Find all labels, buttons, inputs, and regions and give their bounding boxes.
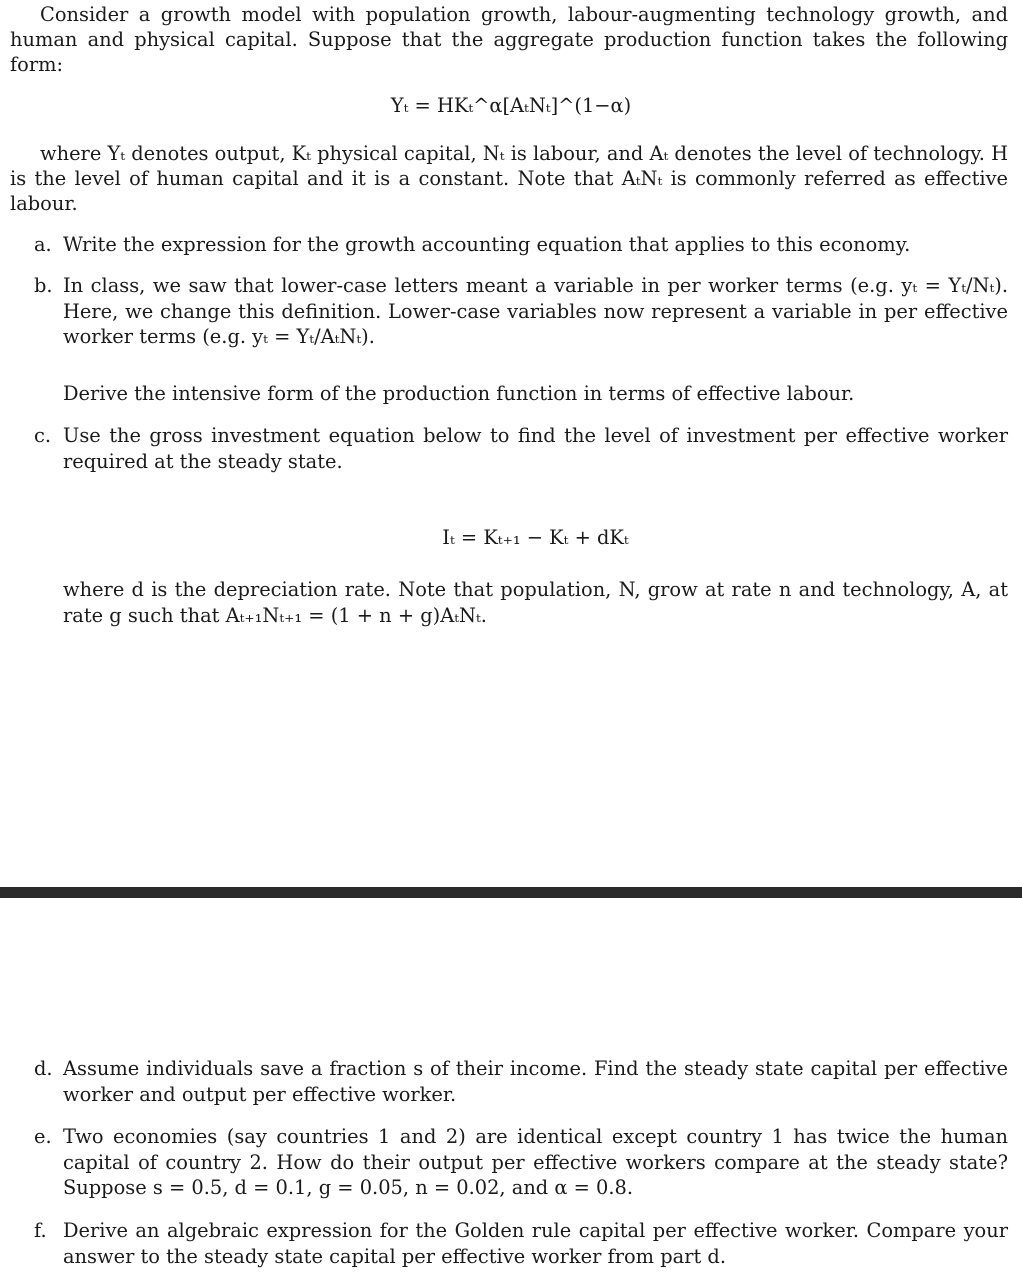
part-a-text: Write the expression for the growth accounting equation that applies to this economy. — [63, 233, 911, 256]
part-a-label: a. — [34, 233, 52, 256]
part-b-label: b. — [34, 274, 53, 297]
definitions-paragraph: where Yₜ denotes output, Kₜ physical capital, Nₜ is labour, and Aₜ denotes the level of technology. H is the level of human capital and it is a constant. Note that AₜNₜ is commonly referred as effective labour. — [10, 142, 1008, 215]
production-function-equation: Yₜ = HKₜ^α[AₜNₜ]^(1−α) — [390, 94, 632, 117]
part-d-text: Assume individuals save a fraction s of their income. Find the steady state capital per effective worker and output per effective worker. — [63, 1057, 1008, 1106]
part-d-label: d. — [34, 1057, 53, 1080]
investment-equation: Iₜ = Kₜ₊₁ − Kₜ + dKₜ — [442, 526, 629, 549]
page-divider — [0, 887, 1022, 898]
part-c-text2: where d is the depreciation rate. Note that population, N, grow at rate n and technology, A, at rate g such that Aₜ₊₁Nₜ₊₁ = (1 + n + g)AₜNₜ. — [63, 578, 1008, 627]
part-c-text: Use the gross investment equation below to find the level of investment per effective worker required at the steady state. — [63, 424, 1008, 473]
part-e-text: Two economies (say countries 1 and 2) are identical except country 1 has twice the human capital of country 2. How do their output per effective workers compare at the steady state? Suppose s = 0.5, d = 0.1, g = 0.05, n = 0.02, and α = 0.8. — [63, 1125, 1008, 1199]
intro-paragraph: Consider a growth model with population growth, labour-augmenting technology growth, and human and physical capital. Suppose that the aggregate production function takes the following form: — [10, 3, 1008, 76]
part-c-label: c. — [34, 424, 52, 447]
part-b-text: In class, we saw that lower-case letters meant a variable in per worker terms (e.g. yₜ = Yₜ/Nₜ). Here, we change this definition. Lower-case variables now represent a variable in per effective worker terms (e.g. yₜ = Yₜ/AₜNₜ). — [63, 274, 1008, 348]
part-e-label: e. — [34, 1125, 52, 1148]
part-f-label: f. — [34, 1219, 47, 1242]
part-f-text: Derive an algebraic expression for the Golden rule capital per effective worker. Compare your answer to the steady state capital per effective worker from part d. — [63, 1219, 1008, 1268]
part-b-text2: Derive the intensive form of the production function in terms of effective labour. — [63, 382, 855, 405]
